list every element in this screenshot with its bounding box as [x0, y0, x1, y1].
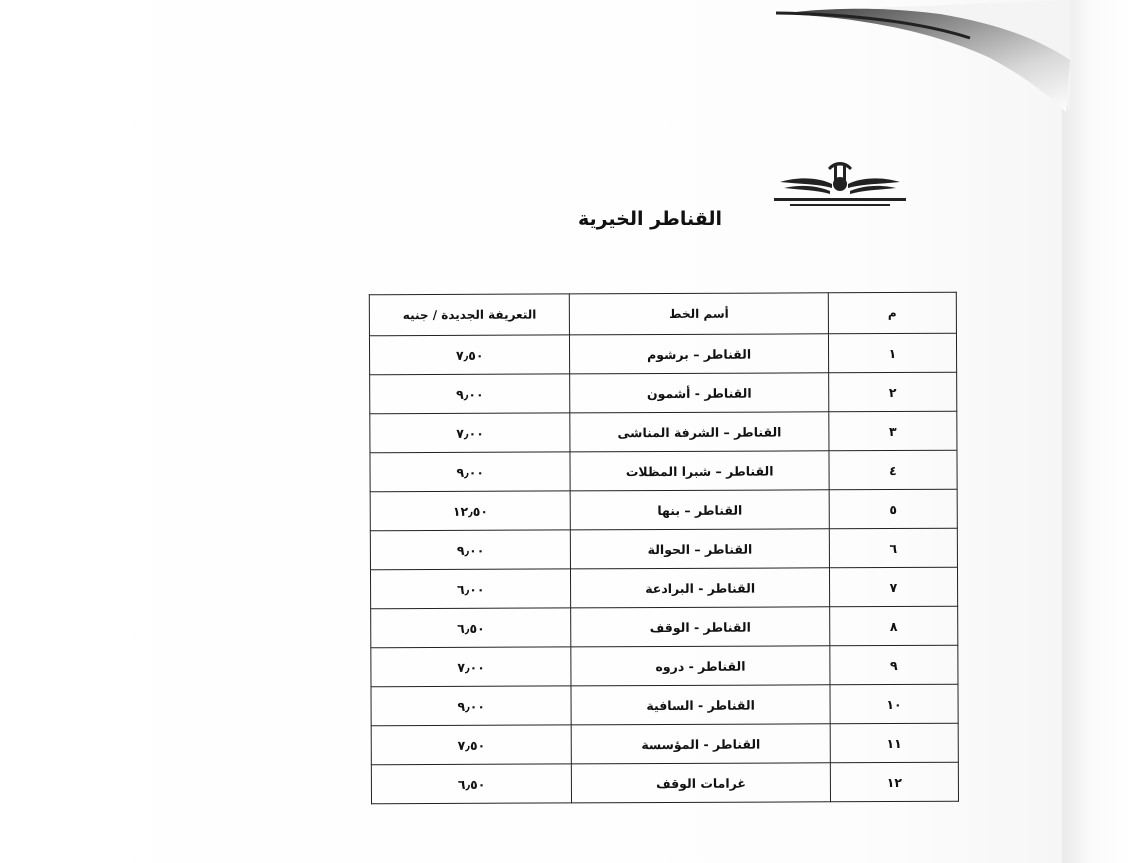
row-number: ٩: [830, 645, 958, 685]
table-row: [371, 684, 958, 726]
table-row: [371, 723, 958, 765]
row-line-name: القناطر - السافية: [571, 685, 830, 725]
row-fare: ٦٫٠٠: [370, 569, 571, 609]
page-fold-shadow: [770, 0, 1130, 170]
table-row: [370, 450, 957, 492]
row-line-name: القناطر – بنها: [571, 490, 830, 530]
row-line-name: القناطر – الحوالة: [571, 529, 830, 569]
header-no: م: [828, 292, 956, 334]
governorate-logo: [770, 158, 910, 210]
row-fare: ٧٫٠٠: [370, 413, 571, 453]
table-row: [370, 489, 957, 531]
row-line-name: القناطر - أشمون: [570, 373, 829, 413]
fare-table-container: [369, 292, 959, 853]
row-fare: ٩٫٠٠: [371, 686, 572, 726]
header-new-fare: التعريفة الجديدة / جنيه: [369, 294, 570, 336]
header-line-name: أسم الخط: [570, 293, 829, 335]
table-body: [369, 333, 958, 804]
table-row: [371, 645, 958, 687]
row-fare: ٩٫٠٠: [370, 452, 571, 492]
table-row: [370, 411, 957, 453]
row-number: ١: [828, 333, 956, 373]
row-fare: ٧٫٥٠: [369, 335, 570, 375]
row-number: ٦: [829, 528, 957, 568]
row-fare: ٩٫٠٠: [370, 374, 571, 414]
row-line-name: القناطر - الوقف: [571, 607, 830, 647]
row-number: ٢: [828, 372, 956, 412]
row-number: ٥: [829, 489, 957, 529]
row-line-name: القناطر – برشوم: [570, 334, 829, 374]
row-number: ٨: [829, 606, 957, 646]
fare-table: [369, 292, 959, 805]
table-header-row: [369, 292, 956, 336]
table-row: [370, 567, 957, 609]
row-number: ٧: [829, 567, 957, 607]
row-number: ١٢: [830, 762, 958, 802]
table-row: [370, 372, 957, 414]
row-line-name: غرامات الوقف: [572, 763, 831, 803]
row-fare: ٧٫٠٠: [371, 647, 572, 687]
document-title: القناطر الخيرية: [577, 208, 723, 230]
row-fare: ٧٫٥٠: [371, 725, 572, 765]
row-line-name: القناطر – الشرفة المناشى: [570, 412, 829, 452]
table-row: [371, 606, 958, 648]
row-line-name: القناطر – شبرا المظلات: [570, 451, 829, 491]
row-fare: ١٢٫٥٠: [370, 491, 571, 531]
table-row: [370, 528, 957, 570]
row-number: ١٠: [830, 684, 958, 724]
table-row: [369, 333, 956, 375]
table-row: [371, 762, 958, 804]
row-number: ٣: [829, 411, 957, 451]
row-line-name: القناطر - البرادعة: [571, 568, 830, 608]
row-line-name: القناطر - دروه: [571, 646, 830, 686]
row-number: ٤: [829, 450, 957, 490]
row-line-name: القناطر - المؤسسة: [572, 724, 831, 764]
row-fare: ٦٫٥٠: [371, 608, 572, 648]
row-number: ١١: [830, 723, 958, 763]
row-fare: ٩٫٠٠: [370, 530, 571, 570]
row-fare: ٦٫٥٠: [371, 764, 572, 804]
